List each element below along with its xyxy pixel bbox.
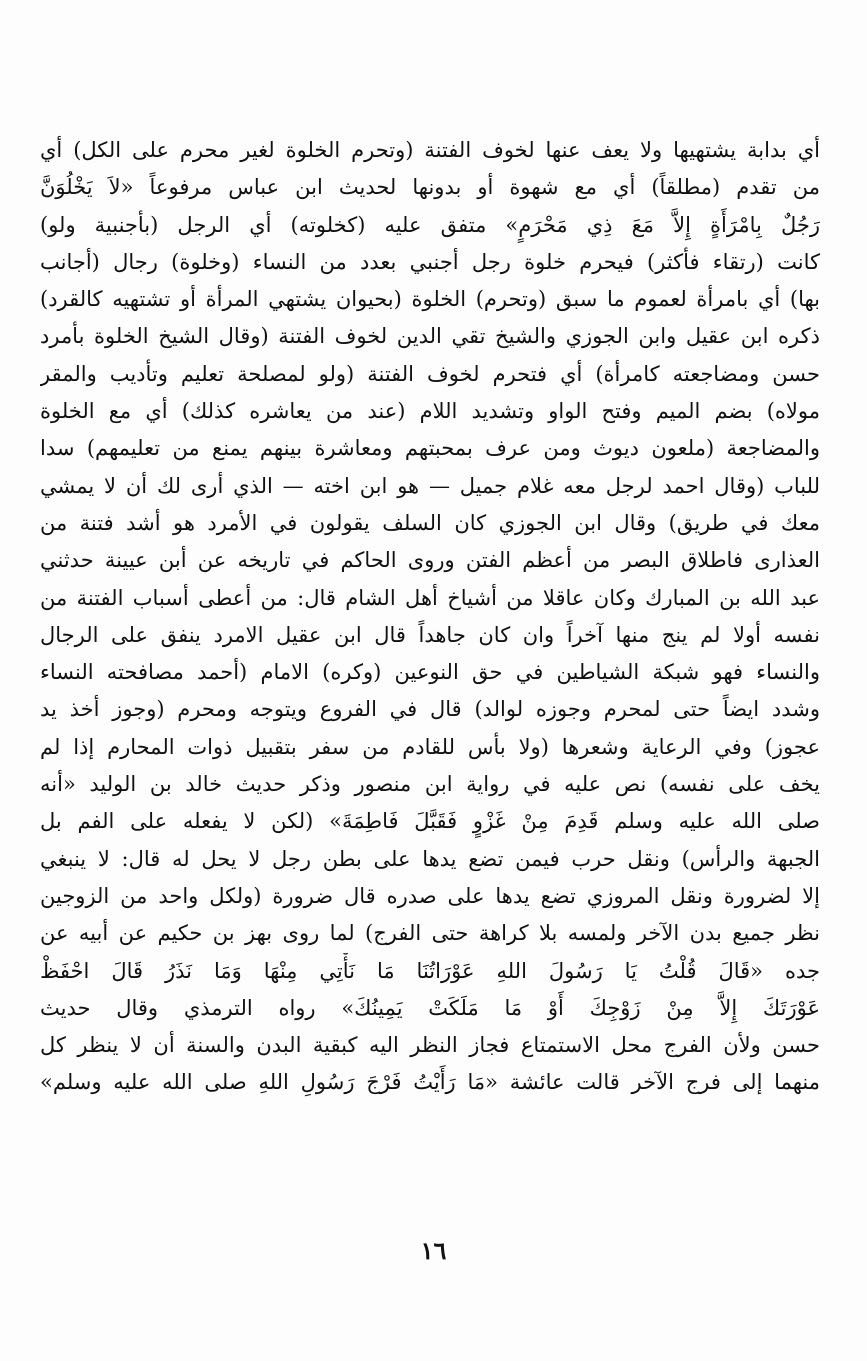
text-line: عبد الله بن المبارك وكان عاقلا من أشياخ أهل الشام قال: من أعطى أسباب الفتنة من [40,585,820,610]
text-line: العذارى فاطلاق البصر من أعظم الفتن وروى الحاكم في تاريخه عن أبن عيينة حدثني [40,548,820,573]
text-line: نظر جميع بدن الآخر ولمسه بلا كراهة حتى الفرج) لما روى بهز بن حكيم عن أبيه عن [40,921,820,946]
text-line: إلا لضرورة ونقل المروزي تضع يدها على صدره قال ضرورة (ولكل واحد من الزوجين [40,883,820,908]
text-line: جده «قَالَ قُلْتُ يَا رَسُولَ اللهِ عَوْرَاتُنَا مَا نَأْتِي مِنْهَا وَمَا نَذَرُ قَالَ احْفَظْ [40,958,820,983]
body-text [40,132,820,1102]
text-line: ذكره ابن عقيل وابن الجوزي والشيخ تقي الدين لخوف الفتنة (وقال الشيخ الخلوة بأمرد [40,324,820,349]
text-line: من تقدم (مطلقاً) أي مع شهوة أو بدونها لحديث ابن عباس مرفوعاً «لاَ يَخْلُوَنَّ [40,175,820,200]
text-line: يخف على نفسه) نص عليه في رواية ابن منصور وذكر حديث خالد بن الوليد «أنه [40,772,820,797]
text-line: بها) أي بامرأة لعموم ما سبق (وتحرم) الخلوة (بحيوان يشتهي المرأة أو تشتهيه كالقرد) [40,287,820,312]
text-line: منهما إلى فرج الآخر قالت عائشة «مَا رَأَيْتُ فَرْجَ رَسُولِ اللهِ صلى الله عليه وسلم» [40,1070,820,1095]
text-line: عجوز) وفي الرعاية وشعرها (ولا بأس للقادم من سفر بتقبيل ذوات المحارم إذا لم [40,734,820,759]
text-line: وشدد ايضاً حتى لمحرم وجوزه لوالد) قال في الفروع ويتوجه ومحرم (وجوز أخذ يد [40,697,820,722]
text-line: الجبهة والرأس) ونقل حرب فيمن تضع يدها على بطن رجل لا يحل له قال: لا ينبغي [40,846,820,871]
text-line: صلى الله عليه وسلم قَدِمَ مِنْ غَزْوٍ فَقَبَّلَ فَاطِمَةَ» (لكن لا يفعله على الفم بل [40,809,820,834]
text-line: للباب (وقال احمد لرجل معه غلام جميل — هو ابن اخته — الذي أرى لك أن لا يمشي [40,473,820,498]
text-line: نفسه أولا لم ينج منها آخراً وان كان جاهداً قال ابن عقيل الامرد ينفق على الرجال [40,622,820,647]
text-line: مولاه) بضم الميم وفتح الواو وتشديد اللام (عند من يعاشره كذلك) أي مع الخلوة [40,399,820,424]
text-line: حسن ومضاجعته كامرأة) أي فتحرم لخوف الفتنة (ولو لمصلحة تعليم وتأديب والمقر [40,361,820,386]
text-line: أي بدابة يشتهيها ولا يعف عنها لخوف الفتنة (وتحرم الخلوة لغير محرم على الكل) أي [40,138,820,162]
text-line: والمضاجعة (ملعون ديوث ومن عرف بمحبتهم ومعاشرة بينهم يمنع من تعليمهم) سدا [40,436,820,461]
text-line: حسن ولأن الفرج محل الاستمتاع فجاز النظر اليه كبقية البدن والسنة أن لا ينظر كل [40,1033,820,1058]
text-line: رَجُلٌ بِامْرَأَةٍ إِلاَّ مَعَ ذِي مَحْرَمٍ» متفق عليه (كخلوته) أي الرجل (بأجنبية ولو) [40,212,820,237]
text-line: معك في طريق) وقال ابن الجوزي كان السلف يقولون في الأمرد هو أشد فتنة من [40,510,820,535]
text-line: عَوْرَتَكَ إِلاَّ مِنْ زَوْجِكَ أَوْ مَا مَلَكَتْ يَمِينُكَ» رواه الترمذي وقال حديث [40,995,820,1020]
page-number: ١٦ [420,1236,447,1265]
text-line: كانت (رتقاء فأكثر) فيحرم خلوة رجل أجنبي بعدد من النساء (وخلوة) رجال (أجانب [40,249,820,274]
text-line: والنساء فهو شبكة الشياطين في حق النوعين (وكره) الامام (أحمد مصافحته النساء [40,660,820,685]
